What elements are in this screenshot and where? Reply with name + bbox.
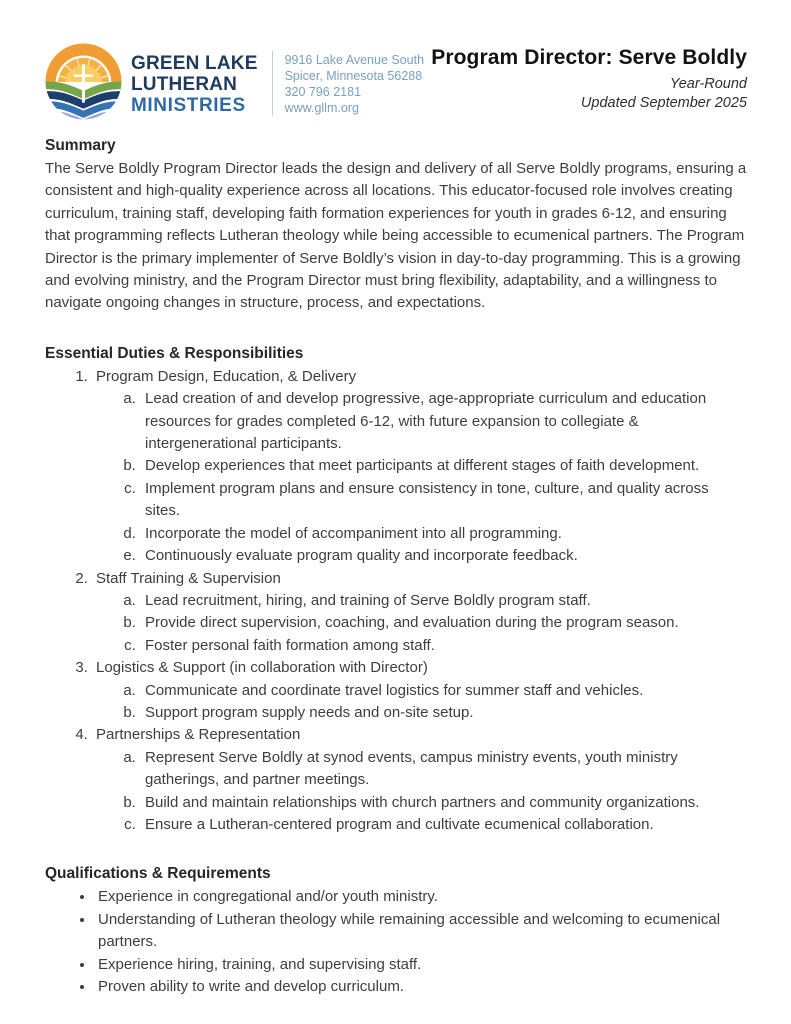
duty-subitems <box>96 747 747 837</box>
duty-item <box>92 568 747 658</box>
contact-address-line2: Spicer, Minnesota 56288 <box>284 69 423 83</box>
duties-heading: Essential Duties & Responsibilities <box>45 344 304 362</box>
gllm-logo-icon <box>45 43 122 120</box>
duty-item <box>92 657 747 724</box>
document-title: Program Director: Serve Boldly <box>431 46 747 69</box>
duty-item <box>92 366 747 568</box>
qualifications-heading: Qualifications & Requirements <box>45 865 271 883</box>
duty-subitem: b. Develop experiences that meet participants at different stages of faith development. <box>140 455 747 477</box>
letterhead <box>45 43 747 120</box>
qualification-item: • Understanding of Lutheran theology while remaining accessible and welcoming to ecumenical partners. <box>95 909 747 954</box>
duty-item-label: Partnerships & Representation <box>96 726 301 744</box>
duty-item-label: Staff Training & Supervision <box>96 569 281 587</box>
duty-subitem: c. Ensure a Lutheran-centered program and cultivate ecumenical collaboration. <box>140 814 747 836</box>
duty-subitems <box>96 680 747 725</box>
duty-item <box>92 724 747 836</box>
duty-subitem: a. Lead creation of and develop progressive, age-appropriate curriculum and education resources for grades completed 6-12, with future expansion to collegiate & intergenerational participants. <box>140 388 747 455</box>
org-name-line3: MINISTRIES <box>131 95 246 116</box>
document-updated: Updated September 2025 <box>580 95 747 111</box>
org-name-line2: LUTHERAN <box>131 74 238 95</box>
qualifications-list <box>45 886 747 998</box>
duty-subitem: a. Communicate and coordinate travel logistics for summer staff and vehicles. <box>140 680 747 702</box>
qualification-item: • Experience hiring, training, and supervising staff. <box>95 954 747 976</box>
qualification-item: • Experience in congregational and/or youth ministry. <box>95 886 747 908</box>
title-block <box>431 43 747 113</box>
summary-heading: Summary <box>45 137 116 154</box>
qualification-item: • Proven ability to write and develop curriculum. <box>95 976 747 998</box>
duty-subitem: b. Build and maintain relationships with church partners and community organizations. <box>140 792 747 814</box>
summary-paragraph: The Serve Boldly Program Director leads the design and delivery of all Serve Boldly programs, ensuring a consistent and high-quality experience across all locations. This educator-focused role involves creating curriculum, training staff, developing faith formation experiences for youth in grades 6-12, and ensuring that programming reflects Lutheran theology while being accessible to ecumenical partners. The Program Director is the primary implementer of Serve Boldly’s vision in day-to-day programming. This is a growing and evolving ministry, and the Program Director must bring flexibility, adaptability, and a willingness to navigate ongoing changes in structure, process, and expectations. <box>45 160 747 312</box>
duty-subitem: a. Lead recruitment, hiring, and training of Serve Boldly program staff. <box>140 590 747 612</box>
duty-subitem: e. Continuously evaluate program quality and incorporate feedback. <box>140 545 747 567</box>
duty-subitem: b. Support program supply needs and on-site setup. <box>140 702 747 724</box>
duty-subitems <box>96 388 747 567</box>
header-divider <box>272 51 273 116</box>
contact-address-line1: 9916 Lake Avenue South <box>284 53 425 67</box>
duty-item-label: Logistics & Support (in collaboration with Director) <box>96 659 428 677</box>
contact-phone: 320 796 2181 <box>284 85 362 99</box>
duty-subitem: d. Incorporate the model of accompaniment into all programming. <box>140 523 747 545</box>
document-term: Year-Round <box>669 76 747 92</box>
duty-subitem: a. Represent Serve Boldly at synod events, campus ministry events, youth ministry gatherings, and partner meetings. <box>140 747 747 792</box>
duty-subitem: c. Foster personal faith formation among staff. <box>140 635 747 657</box>
duty-subitem: c. Implement program plans and ensure consistency in tone, culture, and quality across sites. <box>140 478 747 523</box>
duty-item-label: Program Design, Education, & Delivery <box>96 367 357 385</box>
org-name <box>131 53 258 116</box>
duty-subitem: b. Provide direct supervision, coaching, and evaluation during the program season. <box>140 612 747 634</box>
org-name-line1: GREEN LAKE <box>131 53 258 74</box>
contact-block <box>285 52 424 116</box>
duty-subitems <box>96 590 747 657</box>
contact-website[interactable]: www.gllm.org <box>284 101 359 115</box>
duties-list <box>45 366 747 837</box>
